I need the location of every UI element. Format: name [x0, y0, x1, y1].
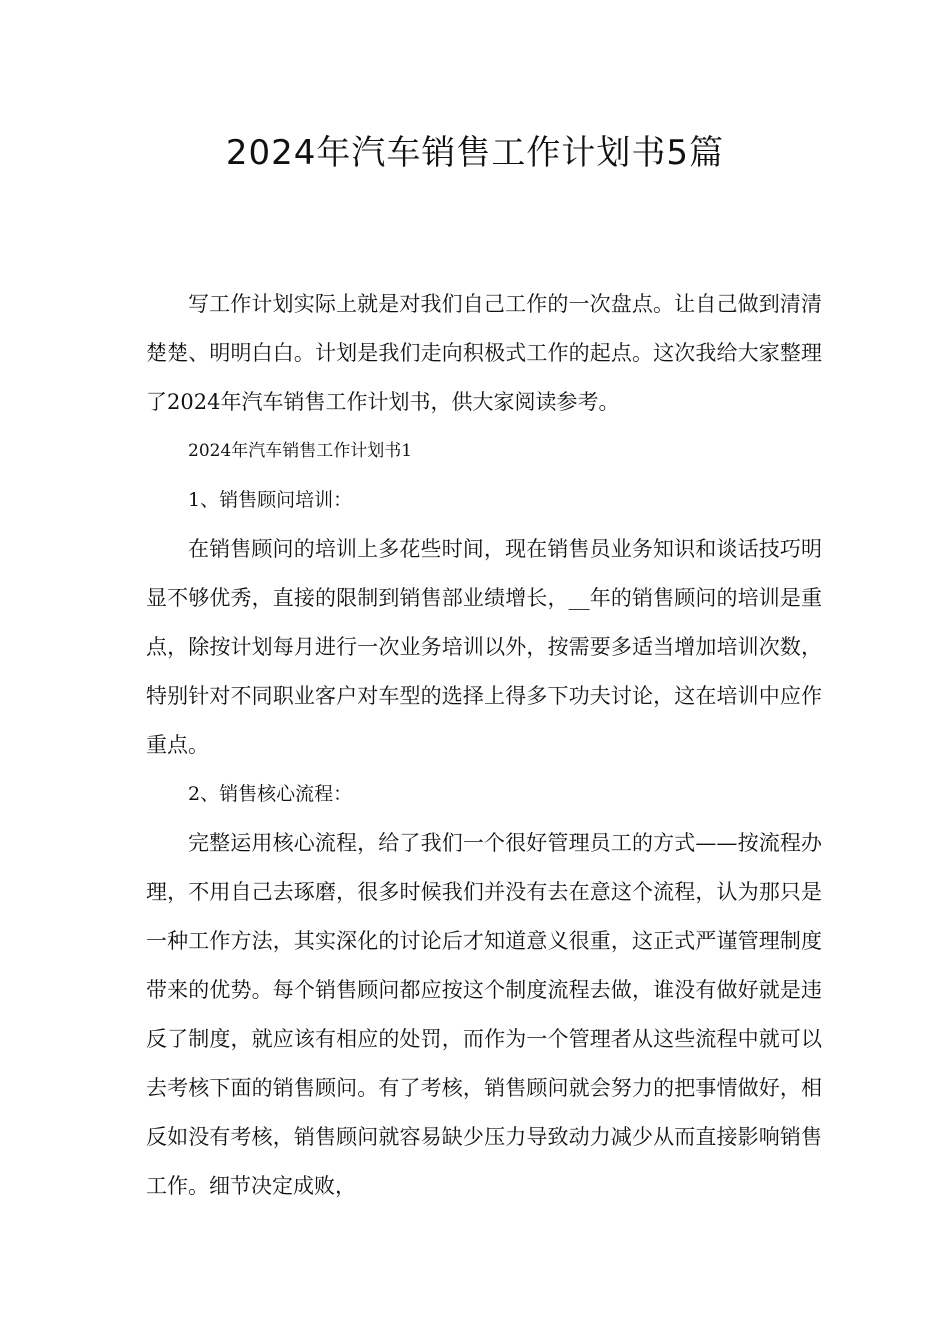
document-title: 2024年汽车销售工作计划书5篇	[225, 133, 725, 173]
item1-paragraph: 在销售顾问的培训上多花些时间，现在销售员业务知识和谈话技巧明显不够优秀，直接的限制到销售部业绩增长，__年的销售顾问的培训是重点，除按计划每月进行一次业务培训以外，按需要多适当增加培训次数，特别针对不同职业客户对车型的选择上得多下功夫讨论，这在培训中应作重点。	[146, 537, 822, 757]
item1-heading: 1、销售顾问培训：	[188, 489, 353, 511]
section-title: 2024年汽车销售工作计划书1	[188, 441, 413, 461]
item2-heading: 2、销售核心流程：	[188, 783, 353, 805]
item2-paragraph: 完整运用核心流程，给了我们一个很好管理员工的方式——按流程办理，不用自己去琢磨，很多时候我们并没有去在意这个流程，认为那只是一种工作方法，其实深化的讨论后才知道意义很重，这正式严谨管理制度带来的优势。每个销售顾问都应按这个制度流程去做，谁没有做好就是违反了制度，就应该有相应的处罚，而作为一个管理者从这些流程中就可以去考核下面的销售顾问。有了考核，销售顾问就会努力的把事情做好，相反如没有考核，销售顾问就容易缺少压力导致动力减少从而直接影响销售工作。细节决定成败，	[146, 831, 822, 1198]
intro-paragraph: 写工作计划实际上就是对我们自己工作的一次盘点。让自己做到清清楚楚、明明白白。计划是我们走向积极式工作的起点。这次我给大家整理了2024年汽车销售工作计划书，供大家阅读参考。	[146, 292, 822, 414]
document-body	[146, 280, 822, 1211]
